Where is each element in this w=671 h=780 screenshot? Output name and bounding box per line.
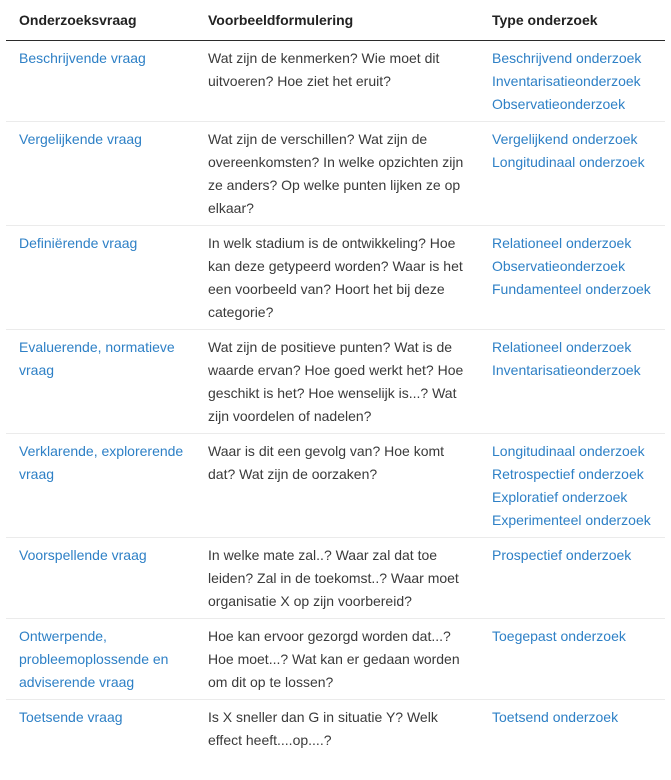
table-row xyxy=(6,434,665,538)
header-type-onderzoek: Type onderzoek xyxy=(479,0,665,41)
type-link[interactable]: Exploratief onderzoek xyxy=(492,489,628,505)
question-cell xyxy=(6,226,195,330)
type-link[interactable]: Toegepast onderzoek xyxy=(492,628,626,644)
question-cell xyxy=(6,434,195,538)
types-cell xyxy=(479,434,665,538)
header-onderzoeksvraag: Onderzoeksvraag xyxy=(6,0,195,41)
type-link[interactable]: Relationeel onderzoek xyxy=(492,235,632,251)
question-link[interactable]: Verklarende, explorerende vraag xyxy=(19,443,184,482)
example-cell: In welk stadium is de ontwikkeling? Hoe kan deze getypeerd worden? Waar is het een voorbeeld van? Hoort het bij deze categorie? xyxy=(195,226,479,330)
example-cell: Wat zijn de kenmerken? Wie moet dit uitvoeren? Hoe ziet het eruit? xyxy=(195,41,479,122)
table-row xyxy=(6,538,665,619)
question-cell xyxy=(6,330,195,434)
type-link[interactable]: Inventarisatieonderzoek xyxy=(492,362,641,378)
type-link[interactable]: Relationeel onderzoek xyxy=(492,339,632,355)
table-row xyxy=(6,330,665,434)
types-cell xyxy=(479,122,665,226)
question-link[interactable]: Definiërende vraag xyxy=(19,235,138,251)
example-cell: Wat zijn de verschillen? Wat zijn de overeenkomsten? In welke opzichten zijn ze anders? Op welke punten lijken ze op elkaar? xyxy=(195,122,479,226)
type-link[interactable]: Inventarisatieonderzoek xyxy=(492,73,641,89)
question-link[interactable]: Evaluerende, normatieve vraag xyxy=(19,339,175,378)
question-cell xyxy=(6,619,195,700)
types-cell xyxy=(479,538,665,619)
example-cell: Hoe kan ervoor gezorgd worden dat...? Hoe moet...? Wat kan er gedaan worden om dit op te lossen? xyxy=(195,619,479,700)
table-row xyxy=(6,226,665,330)
type-link[interactable]: Beschrijvend onderzoek xyxy=(492,50,642,66)
table-header xyxy=(6,0,665,41)
type-link[interactable]: Toetsend onderzoek xyxy=(492,709,619,725)
question-cell xyxy=(6,538,195,619)
type-link[interactable]: Fundamenteel onderzoek xyxy=(492,281,651,297)
table-row xyxy=(6,122,665,226)
types-cell xyxy=(479,226,665,330)
question-link[interactable]: Vergelijkende vraag xyxy=(19,131,142,147)
question-link[interactable]: Ontwerpende, probleemoplossende en adviserende vraag xyxy=(19,628,169,690)
type-link[interactable]: Longitudinaal onderzoek xyxy=(492,443,645,459)
table-row xyxy=(6,619,665,700)
question-cell xyxy=(6,122,195,226)
example-cell: In welke mate zal..? Waar zal dat toe leiden? Zal in de toekomst..? Waar moet organisatie X op zijn voorbereid? xyxy=(195,538,479,619)
table-row xyxy=(6,700,665,758)
type-link[interactable]: Observatieonderzoek xyxy=(492,96,626,112)
example-cell: Waar is dit een gevolg van? Hoe komt dat? Wat zijn de oorzaken? xyxy=(195,434,479,538)
type-link[interactable]: Vergelijkend onderzoek xyxy=(492,131,638,147)
question-link[interactable]: Beschrijvende vraag xyxy=(19,50,146,66)
question-link[interactable]: Voorspellende vraag xyxy=(19,547,147,563)
table-row xyxy=(6,41,665,122)
example-cell: Wat zijn de positieve punten? Wat is de waarde ervan? Hoe goed werkt het? Hoe geschikt is het? Hoe wenselijk is...? Wat zijn voordelen of nadelen? xyxy=(195,330,479,434)
question-link[interactable]: Toetsende vraag xyxy=(19,709,123,725)
example-cell: Is X sneller dan G in situatie Y? Welk effect heeft....op....? xyxy=(208,709,438,748)
type-link[interactable]: Prospectief onderzoek xyxy=(492,547,632,563)
type-link[interactable]: Retrospectief onderzoek xyxy=(492,466,644,482)
header-voorbeeldformulering: Voorbeeldformulering xyxy=(195,0,479,41)
type-link[interactable]: Longitudinaal onderzoek xyxy=(492,154,645,170)
question-cell xyxy=(6,700,195,758)
types-cell xyxy=(479,41,665,122)
question-cell xyxy=(6,41,195,122)
types-cell xyxy=(479,700,665,758)
types-cell xyxy=(479,619,665,700)
types-cell xyxy=(479,330,665,434)
header-row xyxy=(6,0,665,41)
type-link[interactable]: Experimenteel onderzoek xyxy=(492,512,651,528)
type-link[interactable]: Observatieonderzoek xyxy=(492,258,626,274)
research-question-table xyxy=(6,0,665,757)
table-body xyxy=(6,41,665,758)
